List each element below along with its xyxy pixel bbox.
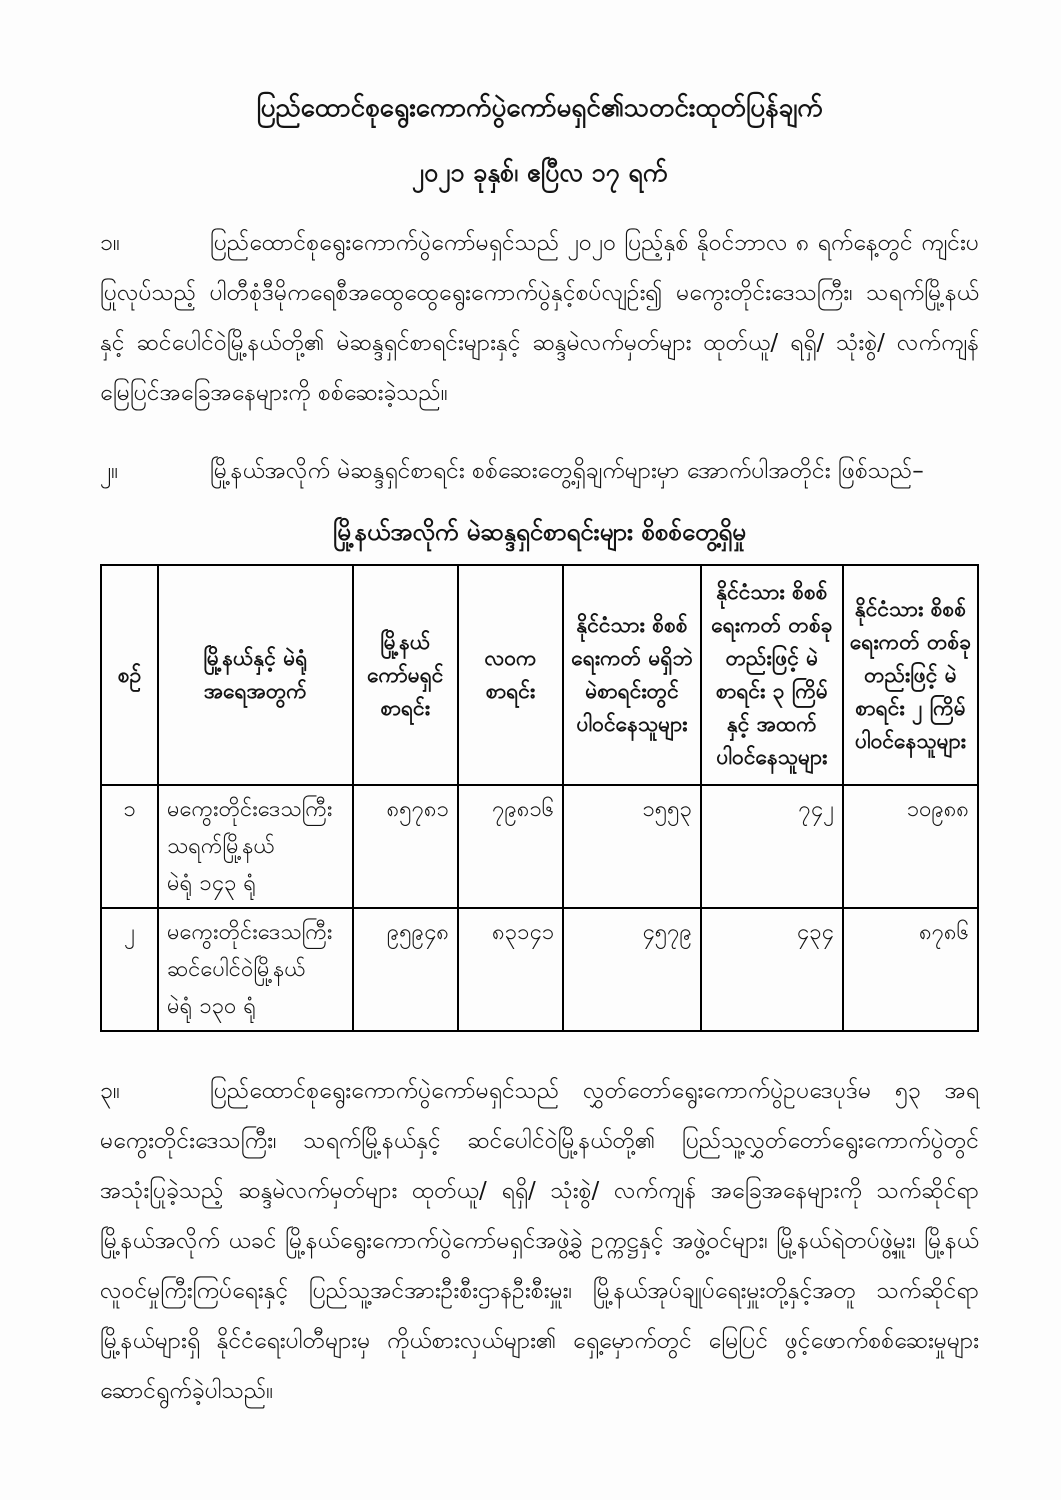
table-row — [101, 908, 978, 1031]
row1-commission-list: ၈၅၇၈၁ — [353, 785, 458, 908]
header-commission-list: မြို့နယ် ကော်မရှင် စာရင်း — [353, 565, 458, 785]
paragraph-2-number: ၂။ — [100, 458, 119, 484]
row2-no: ၂ — [101, 908, 158, 1031]
paragraph-2-text: မြို့နယ်အလိုက် မဲဆန္ဒရှင်စာရင်း စစ်ဆေးတွေ့ရှိချက်များမှာ အောက်ပါအတိုင်း ဖြစ်သည်– — [210, 458, 924, 484]
voter-list-table — [100, 564, 979, 1032]
row2-township-stations: မဲရုံ ၁၃၀ ရုံ — [167, 994, 256, 1019]
paragraph-3-text: ပြည်ထောင်စုရွေးကောက်ပွဲကော်မရှင်သည် လွှတ်တော်ရွေးကောက်ပွဲဥပဒေပုဒ်မ ၅၃ အရ မကွေးတိုင်းဒေသကြီး၊ သရက်မြို့နယ်နှင့် ဆင်ပေါင်ဝဲမြို့နယ်တို့၏ ပြည်သူ့လွှတ်တော်ရွေးကောက်ပွဲတွင် အသုံးပြုခဲ့သည့် ဆန္ဒမဲလက်မှတ်များ ထုတ်ယူ/ ရရှိ/ သုံးစွဲ/ လက်ကျန် အခြေအနေများကို သက်ဆိုင်ရာ မြို့နယ်အလိုက် ယခင် မြို့နယ်ရွေးကောက်ပွဲကော်မရှင်အဖွဲ့ခွဲ ဥက္ကဋ္ဌနှင့် အဖွဲ့ဝင်များ၊ မြို့နယ်ရဲတပ်ဖွဲ့မှူး၊ မြို့နယ်လူဝင်မှုကြီးကြပ်ရေးနှင့် ပြည်သူ့အင်အားဦးစီးဌာနဦးစီးမှူး၊ မြို့နယ်အုပ်ချုပ်ရေးမှူးတို့နှင့်အတူ သက်ဆိုင်ရာ မြို့နယ်များရှိ နိုင်ငံရေးပါတီများမှ ကိုယ်စားလှယ်များ၏ ရှေ့မှောက်တွင် မြေပြင် ဖွင့်ဖောက်စစ်ဆေးမှုများ ဆောင်ရွက်ခဲ့ပါသည်။ — [100, 1078, 979, 1404]
row1-township-stations: မဲရုံ ၁၄၃ ရုံ — [167, 871, 256, 896]
table-body — [101, 785, 978, 1031]
paragraph-3 — [100, 1066, 979, 1416]
row2-nrc-2-times: ၈၇၈၆ — [843, 908, 978, 1031]
row2-township — [158, 908, 353, 1031]
header-no-nrc: နိုင်ငံသား စိစစ်ရေးကတ် မရှိဘဲ မဲစာရင်းတွင် ပါဝင်နေသူများ — [563, 565, 701, 785]
paragraph-1 — [100, 218, 979, 418]
paragraph-1-number: ၁။ — [100, 230, 120, 256]
header-township: မြို့နယ်နှင့် မဲရုံအရေအတွက် — [158, 565, 353, 785]
table-row — [101, 785, 978, 908]
document-date: ၂၀၂၁ ခုနှစ်၊ ဧပြီလ ၁၇ ရက် — [411, 158, 668, 187]
row2-commission-list: ၉၅၉၄၈ — [353, 908, 458, 1031]
paragraph-3-number: ၃။ — [100, 1078, 120, 1104]
row1-township-region: မကွေးတိုင်းဒေသကြီး — [167, 797, 333, 822]
document-title: ပြည်ထောင်စုရွေးကောက်ပွဲကော်မရှင်၏သတင်းထုတ်ပြန်ချက် — [256, 93, 823, 123]
row1-no: ၁ — [101, 785, 158, 908]
table-header-row — [101, 565, 978, 785]
row2-nrc-3-or-more: ၄၃၄ — [701, 908, 843, 1031]
row1-nrc-2-times: ၁၀၉၈၈ — [843, 785, 978, 908]
table-title: မြို့နယ်အလိုက် မဲဆန္ဒရှင်စာရင်းများ စိစစ်တွေ့ရှိမှု — [333, 518, 746, 546]
paragraph-1-text: ပြည်ထောင်စုရွေးကောက်ပွဲကော်မရှင်သည် ၂၀၂၀ ပြည့်နှစ် နိုဝင်ဘာလ ၈ ရက်နေ့တွင် ကျင်းပပြုလုပ်သည့် ပါတီစုံဒီမိုကရေစီအထွေထွေရွေးကောက်ပွဲနှင့်စပ်လျဉ်း၍ မကွေးတိုင်းဒေသကြီး၊ သရက်မြို့နယ်နှင့် ဆင်ပေါင်ဝဲမြို့နယ်တို့၏ မဲဆန္ဒရှင်စာရင်းများနှင့် ဆန္ဒမဲလက်မှတ်များ ထုတ်ယူ/ ရရှိ/ သုံးစွဲ/ လက်ကျန် မြေပြင်အခြေအနေများကို စစ်ဆေးခဲ့သည်။ — [100, 230, 979, 406]
row2-township-name: ဆင်ပေါင်ဝဲမြို့နယ် — [167, 957, 306, 982]
table-header — [101, 565, 978, 785]
row2-immigration-list: ၈၃၁၄၁ — [458, 908, 563, 1031]
row1-no-nrc: ၁၅၅၃ — [563, 785, 701, 908]
row1-immigration-list: ၇၉၈၁၆ — [458, 785, 563, 908]
row2-no-nrc: ၄၅၇၉ — [563, 908, 701, 1031]
row2-township-region: မကွေးတိုင်းဒေသကြီး — [167, 920, 333, 945]
row1-nrc-3-or-more: ၇၄၂ — [701, 785, 843, 908]
header-nrc-3-or-more: နိုင်ငံသား စိစစ်ရေးကတ် တစ်ခုတည်းဖြင့် မဲစာရင်း ၃ ကြိမ် နှင့် အထက် ပါဝင်နေသူများ — [701, 565, 843, 785]
row1-township — [158, 785, 353, 908]
header-no: စဉ် — [101, 565, 158, 785]
header-nrc-2-times: နိုင်ငံသား စိစစ်ရေးကတ် တစ်ခုတည်းဖြင့် မဲစာရင်း ၂ ကြိမ် ပါဝင်နေသူများ — [843, 565, 978, 785]
header-immigration-list: လဝက စာရင်း — [458, 565, 563, 785]
row1-township-name: သရက်မြို့နယ် — [167, 834, 275, 859]
paragraph-2 — [100, 446, 979, 496]
